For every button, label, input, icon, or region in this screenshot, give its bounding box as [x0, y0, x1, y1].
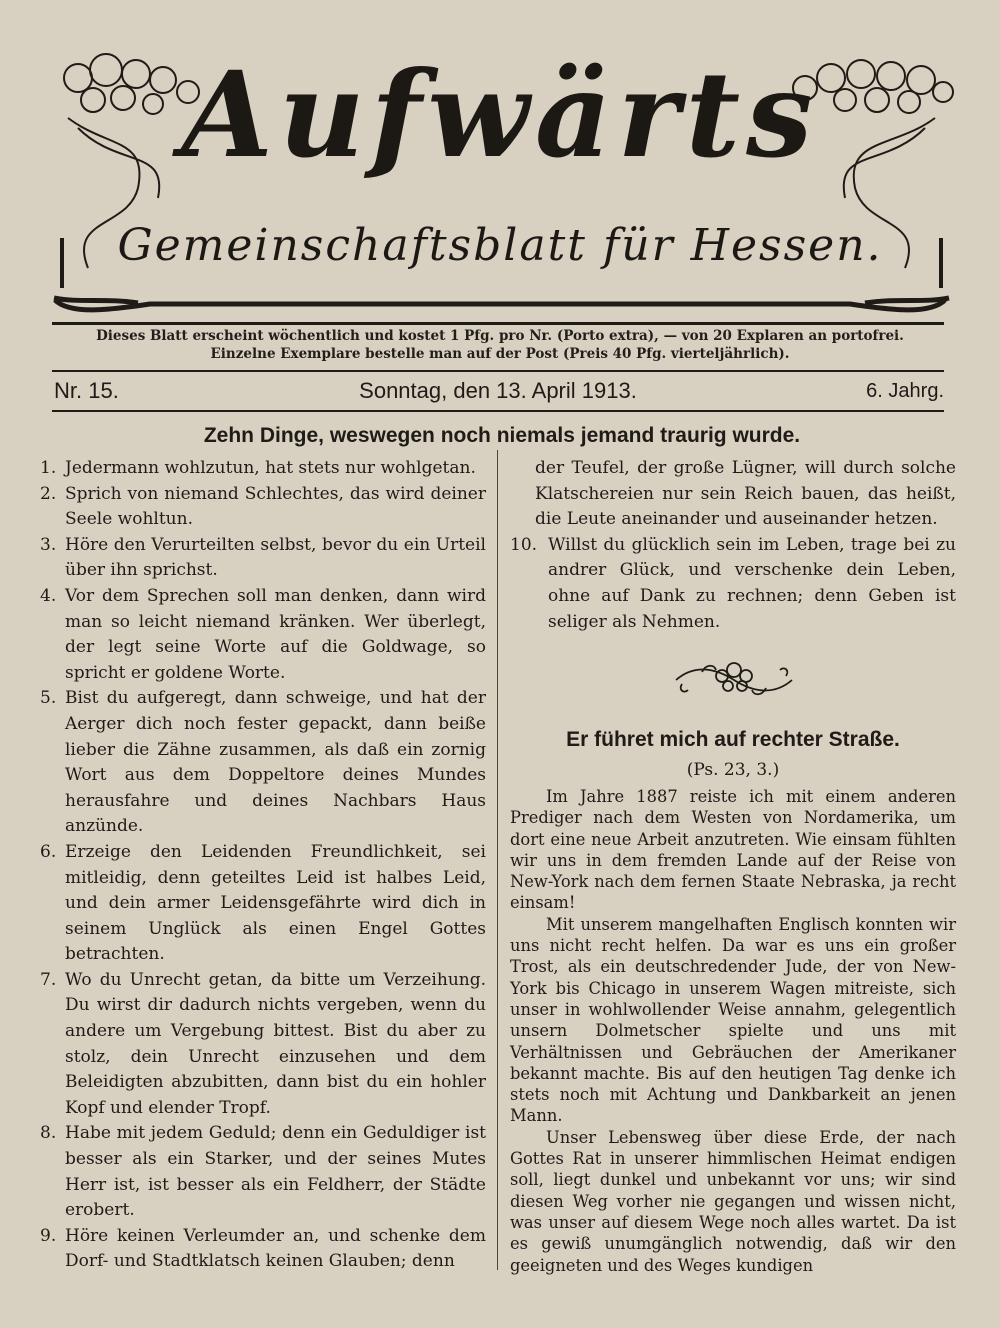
item-number: 10.	[510, 534, 538, 555]
dateline-top-rule	[52, 370, 944, 372]
main-heading: Zehn Dinge, weswegen noch niemals jemand traurig wurde.	[203, 424, 801, 447]
list-item	[40, 686, 486, 840]
list-item	[40, 840, 486, 968]
article-body	[510, 786, 956, 1276]
article-reference: (Ps. 23, 3.)	[686, 760, 780, 780]
item-text: Vor dem Sprechen soll man denken, dann wird man so leicht niemand kränken. Wer überlegt, der legt seine Worte auf die Goldwage, so spricht er goldene Worte.	[65, 585, 486, 683]
item-text: Jedermann wohlzutun, hat stets nur wohlgetan.	[65, 458, 476, 478]
list-item	[40, 482, 486, 533]
left-column	[40, 456, 486, 1275]
issue-number: Nr. 15.	[54, 378, 119, 403]
masthead-subtitle: Gemeinschaftsblatt für Hessen.	[117, 220, 883, 271]
item-number: 8.	[40, 1123, 57, 1144]
floral-vignette-icon	[672, 656, 796, 706]
item-number: 3.	[40, 534, 57, 555]
item-number: 2.	[40, 483, 57, 504]
list-item	[40, 1224, 486, 1275]
item-text: Höre den Verurteilten selbst, bevor du ein Urteil über ihn sprichst.	[65, 534, 486, 581]
item-text: Habe mit jedem Geduld; denn ein Geduldiger ist besser als ein Starker, und der seines Mutes Herr ist, ist besser als ein Feldherr, der Städte erobert.	[65, 1123, 486, 1221]
volume-year: 6. Jahrg.	[866, 380, 944, 402]
item-text: Sprich von niemand Schlechtes, das wird deiner Seele wohltun.	[65, 483, 486, 530]
right-column	[510, 456, 956, 635]
column-divider	[497, 450, 498, 1270]
item-text: Höre keinen Verleumder an, und schenke dem Dorf- und Stadtklatsch keinen Glauben; denn	[65, 1225, 486, 1272]
item-number: 9.	[40, 1225, 57, 1246]
article-title: Er führet mich auf rechter Straße.	[566, 728, 900, 751]
list-item	[40, 1121, 486, 1223]
top-rule	[52, 322, 944, 325]
masthead	[40, 40, 960, 330]
masthead-title: Aufwärts	[181, 45, 819, 184]
item-text: Wo du Unrecht getan, da bitte um Verzeihung. Du wirst dir dadurch nichts vergeben, wenn du andere um Vergebung bittest. Bist du aber zu stolz, dein Unrecht einzusehen und dem Beleidigten abzubitten, dann bist du ein hohler Kopf und elender Tropf.	[65, 969, 486, 1118]
item-number: 1.	[40, 458, 57, 478]
article-paragraph: Im Jahre 1887 reiste ich mit einem anderen Prediger nach dem Westen von Nordamerika, um dort eine neue Arbeit anzutreten. Wie einsam fühlten wir uns in dem fremden Lande auf der Reise von New-York nach dem fernen Staate Nebraska, ja recht einsam!	[510, 787, 956, 913]
item-number: 4.	[40, 585, 57, 606]
list-item	[40, 584, 486, 686]
article-paragraph: Mit unserem mangelhaften Englisch konnten wir uns nicht recht helfen. Da war es uns ein großer Trost, als ein deutschredender Jude, der von New-York bis Chicago in unserem Wagen mitreiste, sich unser in wohlwollender Weise annahm, gelegentlich unsern Dolmetscher spielte und uns mit Verhältnissen und Gebräuchen der Amerikaner bekannt machte. Bis auf den heutigen Tag denke ich stets noch mit Achtung und Dankbarkeit an jenen Mann.	[510, 914, 956, 1126]
item-text: Bist du aufgeregt, dann schweige, und hat der Aerger dich noch fester gepackt, dann beiße lieber die Zähne zusammen, als daß ein zornig Wort aus dem Doppeltore deines Mundes herausfahre und deines Nachbars Haus anzünde.	[65, 688, 486, 837]
notice-line-2: Einzelne Exemplare bestelle man auf der Post (Preis 40 Pfg. vierteljährlich).	[210, 346, 790, 362]
item-9-continued: der Teufel, der große Lügner, will durch solche Klatschereien nur sein Reich bauen, das heißt, die Leute aneinander und auseinander hetzen.	[535, 458, 956, 530]
dateline	[52, 378, 944, 408]
subscription-notice	[50, 327, 950, 363]
list-item	[510, 533, 956, 635]
item-text: Erzeige den Leidenden Freundlichkeit, sei mitleidig, denn geteiltes Leid ist halbes Leid, und dein armer Leidensgefährte wird dich in seinem Unglück als einen Engel Gottes betrachten.	[65, 841, 486, 965]
list-item	[40, 456, 486, 482]
list-item	[40, 968, 486, 1122]
flourish-line-icon	[50, 290, 950, 320]
dateline-bottom-rule	[52, 410, 944, 412]
list-item	[40, 533, 486, 584]
item-number: 5.	[40, 688, 57, 709]
notice-line-1: Dieses Blatt erscheint wöchentlich und kostet 1 Pfg. pro Nr. (Porto extra), — von 20 Explaren an portofrei.	[96, 328, 904, 344]
item-text: Willst du glücklich sein im Leben, trage bei zu andrer Glück, und verschenke dein Leben, ohne auf Dank zu rechnen; denn Geben ist seliger als Nehmen.	[548, 534, 956, 632]
item-number: 7.	[40, 969, 57, 990]
issue-date: Sonntag, den 13. April 1913.	[359, 378, 637, 403]
item-number: 6.	[40, 841, 57, 862]
article-paragraph: Unser Lebensweg über diese Erde, der nach Gottes Rat in unserer himmlischen Heimat endigen soll, liegt dunkel und unbekannt vor uns; wir sind diesen Weg vorher nie gegangen und wissen nicht, was unser auf diesem Wege noch alles wartet. Da ist es gewiß unumgänglich notwendig, daß wir den geeigneten und des Weges kundigen	[510, 1127, 956, 1275]
